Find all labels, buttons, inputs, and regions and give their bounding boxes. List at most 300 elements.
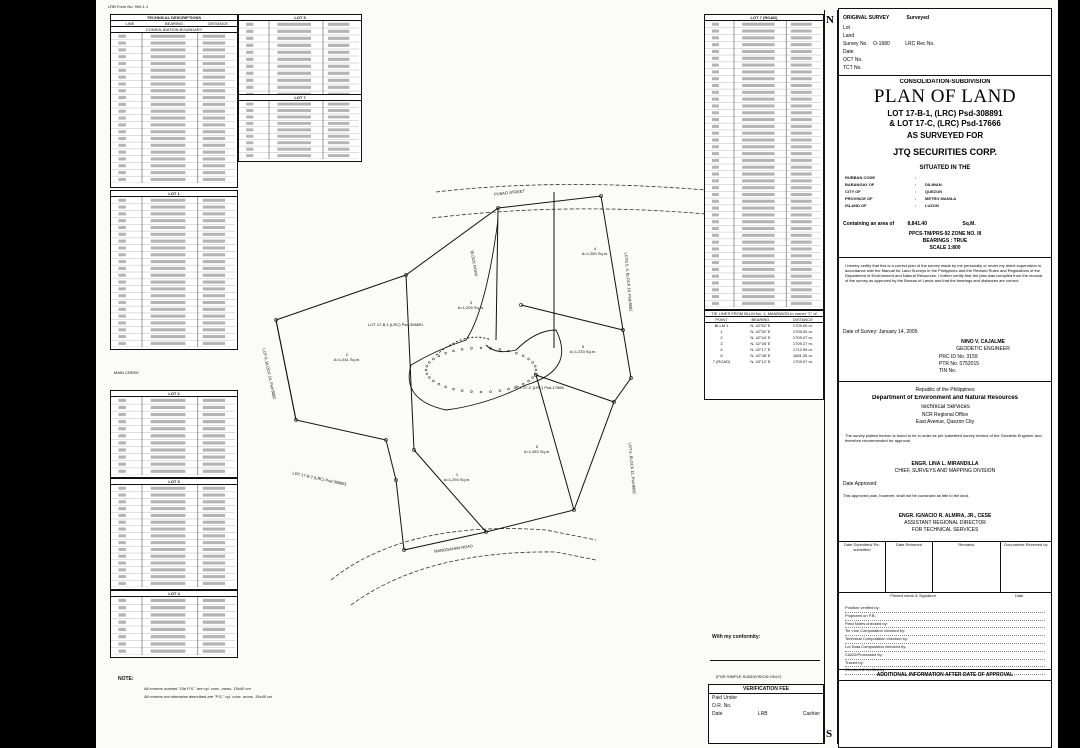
table-cell-text [277,116,311,119]
table-cell-text [742,132,774,135]
table-cell-text [712,173,719,176]
table-cell-text [151,456,186,459]
table-cell-text [203,96,225,99]
tie-line-row [705,359,823,365]
table-cell-text [151,521,186,524]
table-cell-text [203,42,225,45]
table-cell-text [203,621,225,624]
table-cell-text [742,254,774,257]
approval-text: The survey plotted hereon is found to be in order as per submitted survey returns of the Geodetic Engineer and therefore recommended for approval. [845,433,1042,443]
table-cell-text [118,470,125,473]
table-cell-text [151,315,186,318]
table-cell-text [151,434,186,437]
table-cell-text [791,70,812,73]
table-cell-text [118,548,125,551]
table-cell-text [246,148,253,151]
table-cell-text [118,123,125,126]
table-cell-text [203,628,225,631]
table-cell-text [118,233,125,236]
table-cell-text [328,86,350,89]
location-fields [845,175,1045,210]
table-cell-text [203,413,225,416]
table-cell-text [118,55,125,58]
table-cell-text [277,148,311,151]
table-cell-text [118,267,125,270]
lot4-rows [111,597,235,655]
table-cell-text [246,51,253,54]
table-cell-text [712,159,719,162]
table-cell-text [118,342,125,345]
table-cell-text [742,200,774,203]
table-cell-text [118,621,125,624]
curve-point-marker [428,377,430,379]
table-cell-text [712,186,719,189]
director-title-2: FOR TECHNICAL SERVICES [911,527,979,533]
table-cell-text [712,166,719,169]
table-cell-text [742,23,774,26]
lot1-table [110,190,238,350]
table-cell-text [246,122,253,125]
parent-lot-label-3: LOT 17-B-2 (LRC) Psd-308891 [292,470,348,487]
table-cell-text [203,151,225,154]
table-cell-text [712,50,719,53]
table-cell-text [118,487,125,490]
manggahan-road-edge-top [331,529,596,580]
col-bearing: BEARING [164,21,183,26]
parent-lot-label-6: LOT 6, BLOCK 11, Psd-8882 [627,442,637,494]
curve-point-marker [445,386,447,388]
engineer-name: NIÑO V. CAJALME [961,339,1005,345]
table-cell-text [742,234,774,237]
table-cell-text [151,69,186,72]
table-cell-text [203,494,225,497]
col-line: LINE [125,21,135,26]
lot-6-area: A=1,453 Sq.m. [523,449,551,454]
lot3-table [110,478,238,590]
south-label: S [826,728,833,740]
table-cell-text [742,241,774,244]
table-cell-text [151,487,186,490]
location-field-row [845,203,1045,210]
subdivision-note: (FOR SIMPLE SUBDIVISION ONLY) [716,674,782,679]
table-cell-text [712,261,719,264]
table-cell-text [246,30,253,33]
lrc-rec-label: LRC Rec No. [905,41,935,47]
table-cell-text [277,65,311,68]
table-cell-text [742,227,774,230]
vf-date: Date [712,711,723,717]
curve-point-marker [490,391,492,393]
table-cell-text [328,141,350,144]
process-item: Checked & Verified by: [845,667,1045,675]
table-cell-text [791,268,812,271]
table-cell-text [151,219,186,222]
table-cell-text [203,548,225,551]
table-cell-text [151,342,186,345]
table-cell-text [328,116,350,119]
table-cell-text [246,103,253,106]
curve-point-marker [425,369,427,371]
table-cell-text [742,57,774,60]
director-name: ENGR. IGNACIO R. ALMIRA, JR., CESE [898,513,992,519]
table-cell-text [151,144,186,147]
table-cell-text [791,179,812,182]
table-cell-text [712,70,719,73]
table-cell-text [151,606,186,609]
curve-point-marker [445,352,447,354]
table-cell-text [712,213,719,216]
process-item: Lot Data Computation checked by: [845,644,1045,652]
grid-head-returned: Date Returned [886,542,933,592]
table-cell-text [712,220,719,223]
table-cell-text [203,470,225,473]
lot2-rows [111,397,235,475]
table-cell-text [151,274,186,277]
table-cell-text [712,84,719,87]
tie-line-cell: N. 42°48' E [750,353,771,358]
tie-line-cell: 1709.27 m. [792,341,813,346]
table-cell-text [742,111,774,114]
lot-3-area: A=1,209 Sq.m. [457,305,485,310]
table-cell-text [118,76,125,79]
table-cell-text [742,213,774,216]
table-cell-text [118,226,125,229]
table-cell-text [203,287,225,290]
table-cell-text [203,541,225,544]
table-cell-text [742,302,774,305]
lot-4-area: A=1,260 Sq.m. [581,251,609,256]
curve-point-marker [470,391,472,393]
cul-de-sac [409,220,562,410]
lot-6-number: 6 [535,444,539,449]
road-label-bottom: MANGGAHAN ROAD [433,543,474,554]
road-label-mid: BLOCK ROAD [469,250,480,277]
table-cell-text [118,287,125,290]
table-cell-text [328,44,350,47]
table-cell-text [246,109,253,112]
curve-point-marker [522,355,524,357]
table-cell-text [118,507,125,510]
table-cell-text [151,308,186,311]
table-cell-text [203,110,225,113]
table-cell-text [203,178,225,181]
table-cell-text [118,62,125,65]
table-cell-text [151,335,186,338]
table-cell-text [118,35,125,38]
table-cell-text [742,281,774,284]
table-cell-text [118,521,125,524]
table-cell-text [712,281,719,284]
table-cell-text [712,145,719,148]
cul-de-sac-curve [409,220,562,410]
table-cell-text [742,104,774,107]
table-cell-text [203,448,225,451]
vf-date-row [709,710,823,718]
table-cell-text [277,154,311,157]
vf-paid-under: Paid Under [712,695,738,701]
table-cell-text [246,37,253,40]
location-field-row [845,175,1045,182]
table-cell-text [151,427,186,430]
line-4-5 [521,305,623,330]
lot-1-label [432,472,482,482]
table-cell-text [151,541,186,544]
table-cell-text [118,514,125,517]
original-survey-label: ORIGINAL SURVEY [843,15,890,21]
grid-head-submitted: Date Submitted/ Re-submitted [839,542,886,592]
table-cell-text [742,247,774,250]
lot-1-area: A=1,294 Sq.m. [443,477,471,482]
verification-fee-title: VERIFICATION FEE [709,685,823,694]
location-field-colon: : [915,196,917,201]
table-cell-text [151,514,186,517]
table-cell-text [151,260,186,263]
tie-lines-rows [705,323,823,365]
curve-point-marker [426,365,428,367]
table-cell-text [203,528,225,531]
table-cell-text [742,145,774,148]
curve-point-marker [453,350,455,352]
table-cell-text [203,137,225,140]
table-cell-text [791,186,812,189]
table-cell-text [151,399,186,402]
table-cell-text [151,178,186,181]
table-cell-text [203,123,225,126]
table-cell-text [246,141,253,144]
table-cell-text [328,109,350,112]
table-cell-text [118,628,125,631]
curve-point-marker [461,390,463,392]
table-cell-text [151,470,186,473]
curve-point-marker [480,347,482,349]
curve-point-marker [528,380,530,382]
curve-point-marker [432,380,434,382]
process-item: Tie Line Computation checked by: [845,628,1045,636]
grid-head-remarks: Remarks [933,542,1001,592]
table-cell-text [118,219,125,222]
lot-2-number: 2 [345,352,349,357]
sig-head-date: Date [1014,593,1024,598]
table-cell-text [742,220,774,223]
title-divider-4 [839,669,1051,670]
table-cell-text [742,166,774,169]
table-cell-text [151,413,186,416]
tie-line-cell: 1 [720,329,723,334]
table-cell-text [118,448,125,451]
date-row: Date [843,49,854,55]
director-title-1: ASSISTANT REGIONAL DIRECTOR [904,520,986,526]
curve-point-marker [534,365,536,367]
curve-point-marker [432,358,434,360]
table-cell-text [742,36,774,39]
table-cell-text [246,135,253,138]
title-divider-1 [839,75,1051,76]
table-cell-text [203,635,225,638]
table-cell-text [151,642,186,645]
table-cell-text [277,72,311,75]
submission-grid [839,541,1051,593]
ncr-office: NCR Regional Office [921,412,969,418]
table-cell-text [203,500,225,503]
department: Department of Environment and Natural Resources [871,395,1019,401]
table-cell-text [712,23,719,26]
table-cell-text [151,582,186,585]
table-cell-text [328,148,350,151]
table-cell-text [203,399,225,402]
table-cell-text [203,226,225,229]
table-cell-text [328,51,350,54]
tie-line-cell: 3 [720,341,723,346]
curve-point-marker [508,388,510,390]
table-cell-text [118,413,125,416]
table-cell-text [203,55,225,58]
process-list [845,605,1045,675]
table-cell-text [151,287,186,290]
location-field-label: RURBAN CODE [845,175,875,180]
cul-de-sac-chord [436,337,491,355]
table-cell-text [118,427,125,430]
table-cell-text [151,328,186,331]
table-cell-text [203,315,225,318]
lot4-title: LOT 4 [111,591,237,597]
table-cell-text [118,164,125,167]
table-cell-text [277,23,311,26]
table-cell-text [742,295,774,298]
lot-line-1: LOT 17-B-1, (LRC) Psd-308891 [887,109,1003,118]
table-cell-text [712,36,719,39]
table-cell-text [118,568,125,571]
table-cell-text [712,234,719,237]
table-cell-text [203,642,225,645]
lot7-road-title: LOT 7 (ROAD) [705,15,823,21]
parent-lot-label-2: LOT 17-C (LRC) Psd-17666 [514,385,564,390]
table-cell-text [742,173,774,176]
table-cell-text [742,275,774,278]
table-cell-text [203,487,225,490]
tie-col-distance: DISTANCE [792,317,813,322]
tech-desc-rows [111,33,235,183]
table-cell-text [742,193,774,196]
table-cell-text [118,110,125,113]
table-cell-text [151,628,186,631]
certification-text: I hereby certify that this is a correct plan of the survey made by me personally or under my direct supervision in accordance with the Manual for Land Surveys in the Philippines and the Revised Rules and Regulations of the Department of Environment and Natural Resources. I further certify that the plan was compiled from the records of the survey as approved by the Bureau of Lands and that the bearings and distances are correct. [845,263,1043,283]
table-cell-text [203,89,225,92]
road-label-left: MAIN CREEK [114,370,139,375]
table-cell-text [151,294,186,297]
table-cell-text [742,91,774,94]
table-cell-text [118,42,125,45]
table-cell-text [791,43,812,46]
table-cell-text [151,96,186,99]
survey-no-row [843,41,1047,47]
table-cell-text [246,65,253,68]
table-cell-text [277,103,311,106]
tin-no: TIN No. [939,368,957,374]
tie-line-cell: N. 42°52' E [750,329,771,334]
table-cell-text [791,254,812,257]
plan-type: CONSOLIDATION-SUBDIVISION [899,79,991,85]
process-item: Traced by: [845,660,1045,668]
table-cell-text [277,37,311,40]
table-cell-text [118,89,125,92]
table-cell-text [791,200,812,203]
table-cell-text [118,494,125,497]
lot7-road-rows [705,21,821,307]
table-cell-text [712,227,719,230]
table-cell-text [118,562,125,565]
curve-point-marker [499,390,501,392]
curve-point-marker [528,358,530,360]
table-cell-text [118,500,125,503]
table-cell-text [328,72,350,75]
table-cell-text [118,246,125,249]
bearings-true: BEARINGS : TRUE [922,238,968,244]
table-cell-text [151,82,186,85]
curve-point-marker [438,355,440,357]
table-cell-text [203,342,225,345]
table-cell-text [246,154,253,157]
table-cell-text [151,233,186,236]
table-cell-text [203,321,225,324]
table-cell-text [151,199,186,202]
table-cell-text [151,123,186,126]
table-cell-text [203,555,225,558]
table-cell-text [203,521,225,524]
location-field-value: METRO MANILA [925,196,957,201]
note-line-1: All corners marked "Old P.S." are cyl. conc. mons. 15x40 cm [144,686,251,691]
table-cell-text [151,406,186,409]
table-cell-text [328,79,350,82]
tie-col-bearing: BEARING [751,317,770,322]
table-cell-text [328,103,350,106]
table-cell-text [246,23,253,26]
table-cell-text [151,157,186,160]
tie-line-cell: 2 [720,335,723,340]
table-cell-text [151,448,186,451]
conformity-label: With my conformity: [712,634,761,640]
table-cell-text [712,125,719,128]
table-cell-text [742,77,774,80]
lot7-table [238,94,362,162]
table-cell-text [151,89,186,92]
table-cell-text [151,650,186,653]
table-cell-text [791,50,812,53]
table-cell-text [203,233,225,236]
street-label-top: PUSAO STREET [493,188,526,197]
lot4-table [110,590,238,658]
table-cell-text [118,171,125,174]
table-cell-text [118,178,125,181]
table-cell-text [151,35,186,38]
table-cell-text [712,98,719,101]
chief-title: CHIEF, SURVEYS AND MAPPING DIVISION [894,468,996,474]
tct-row: TCT No. [843,65,862,71]
sig-head-name: Printed name & Signature [890,593,937,598]
lot-4-label [570,246,620,256]
table-cell-text [277,109,311,112]
technical-services: Technical Services [920,404,970,410]
table-cell-text [203,69,225,72]
table-cell-text [203,613,225,616]
table-cell-text [328,58,350,61]
table-cell-text [118,151,125,154]
table-cell-text [791,125,812,128]
table-cell-text [791,193,812,196]
containing-label: Containing an area of [843,221,895,227]
table-cell-text [742,152,774,155]
tie-line-cell: 4 [720,347,723,352]
table-cell-text [151,151,186,154]
